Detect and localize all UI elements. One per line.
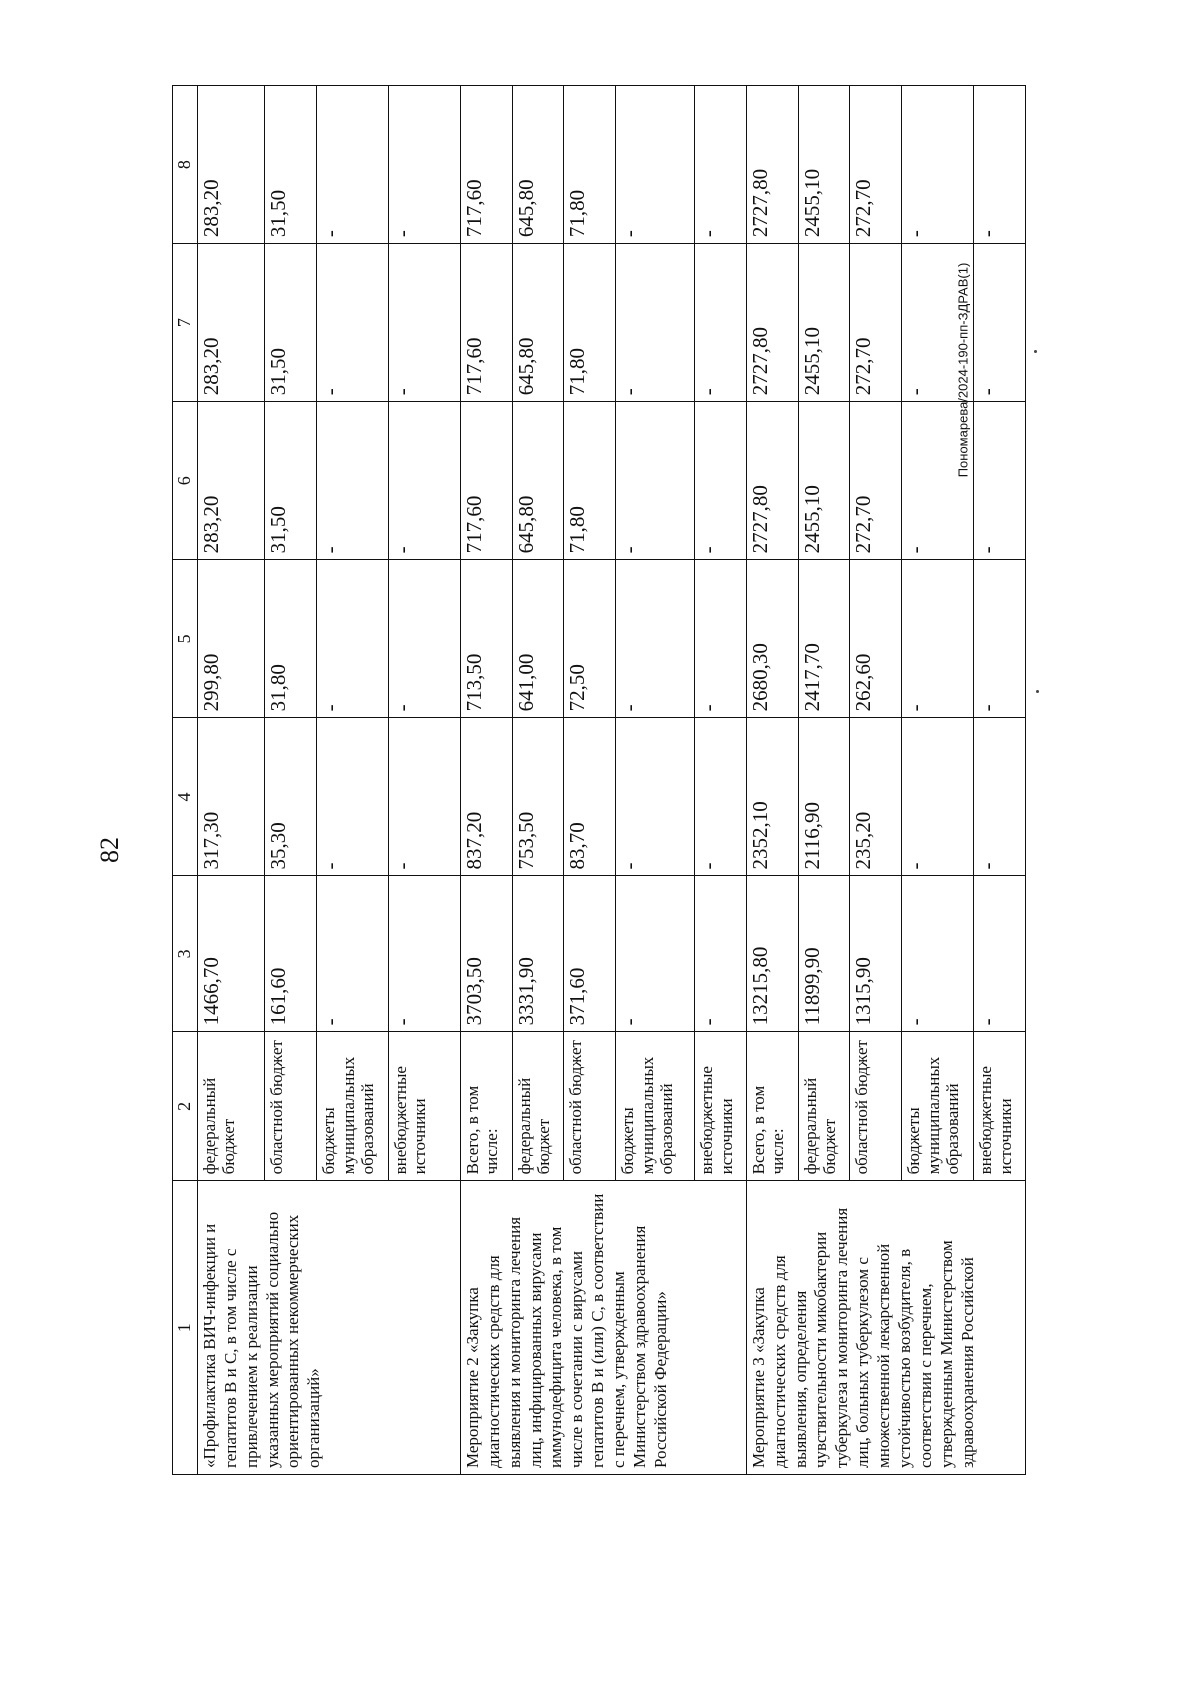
funding-source: областной бюджет: [850, 1032, 902, 1181]
value-cell: -: [616, 402, 695, 560]
value-cell: 3703,50: [460, 876, 512, 1032]
value-cell: 161,60: [265, 876, 317, 1032]
activity-description: «Профилактика ВИЧ-инфекции и гепатитов В и С, в том числе с привлечением к реализации указанных мероприятий социально ориентированных некоммерческих организаций»: [197, 1181, 460, 1475]
value-cell: 13215,80: [746, 876, 798, 1032]
header-cell: 8: [173, 86, 198, 244]
page-number: 82: [95, 837, 124, 863]
value-cell: 31,50: [265, 402, 317, 560]
value-cell: 371,60: [564, 876, 616, 1032]
value-cell: -: [317, 876, 389, 1032]
value-cell: -: [902, 244, 974, 402]
value-cell: -: [902, 876, 974, 1032]
value-cell: 1315,90: [850, 876, 902, 1032]
funding-source: бюджеты муниципальных образований: [317, 1032, 389, 1181]
funding-source: внебюджетные источники: [388, 1032, 460, 1181]
value-cell: 713,50: [460, 560, 512, 718]
header-cell: 7: [173, 244, 198, 402]
value-cell: -: [902, 402, 974, 560]
value-cell: -: [974, 718, 1026, 876]
table-row: [460, 86, 512, 1475]
value-cell: 283,20: [197, 86, 265, 244]
value-cell: -: [694, 244, 746, 402]
value-cell: 2116,90: [798, 718, 850, 876]
funding-source: Всего, в том числе:: [460, 1032, 512, 1181]
funding-source: бюджеты муниципальных образований: [902, 1032, 974, 1181]
value-cell: 283,20: [197, 402, 265, 560]
funding-source: федеральный бюджет: [197, 1032, 265, 1181]
value-cell: -: [388, 244, 460, 402]
header-cell: 6: [173, 402, 198, 560]
value-cell: -: [694, 86, 746, 244]
value-cell: -: [694, 718, 746, 876]
header-cell: 5: [173, 560, 198, 718]
value-cell: 717,60: [460, 244, 512, 402]
value-cell: 1466,70: [197, 876, 265, 1032]
value-cell: 2455,10: [798, 402, 850, 560]
funding-source: бюджеты муниципальных образований: [616, 1032, 695, 1181]
header-cell: 3: [173, 876, 198, 1032]
value-cell: 2417,70: [798, 560, 850, 718]
value-cell: 235,20: [850, 718, 902, 876]
value-cell: 31,80: [265, 560, 317, 718]
value-cell: 645,80: [512, 402, 564, 560]
value-cell: 2352,10: [746, 718, 798, 876]
value-cell: -: [388, 402, 460, 560]
value-cell: 71,80: [564, 402, 616, 560]
value-cell: -: [388, 718, 460, 876]
value-cell: 317,30: [197, 718, 265, 876]
value-cell: 837,20: [460, 718, 512, 876]
value-cell: -: [317, 402, 389, 560]
value-cell: 753,50: [512, 718, 564, 876]
table-row: [197, 86, 265, 1475]
value-cell: 641,00: [512, 560, 564, 718]
value-cell: 299,80: [197, 560, 265, 718]
value-cell: -: [974, 86, 1026, 244]
funding-source: внебюджетные источники: [974, 1032, 1026, 1181]
value-cell: -: [317, 718, 389, 876]
funding-source: областной бюджет: [265, 1032, 317, 1181]
funding-source: областной бюджет: [564, 1032, 616, 1181]
value-cell: -: [388, 560, 460, 718]
value-cell: 272,70: [850, 402, 902, 560]
budget-table: [172, 85, 1026, 1475]
value-cell: 2727,80: [746, 402, 798, 560]
value-cell: 72,50: [564, 560, 616, 718]
value-cell: 31,50: [265, 244, 317, 402]
value-cell: -: [694, 560, 746, 718]
rotated-table-container: [172, 85, 1026, 1475]
value-cell: -: [616, 718, 695, 876]
value-cell: -: [616, 86, 695, 244]
value-cell: 71,80: [564, 86, 616, 244]
value-cell: -: [388, 86, 460, 244]
funding-source: федеральный бюджет: [512, 1032, 564, 1181]
header-cell: 1: [173, 1181, 198, 1475]
activity-description: Мероприятие 2 «Закупка диагностических средств для выявления и мониторинга лечения лиц, инфицированных вирусами иммунодефицита человека, в том числе в сочетании с вирусами гепатитов В и (или) С, в соответствии с перечнем, утвержденным Министерством здравоохранения Российской Федерации»: [460, 1181, 746, 1475]
value-cell: 2455,10: [798, 244, 850, 402]
value-cell: 31,50: [265, 86, 317, 244]
value-cell: 2727,80: [746, 244, 798, 402]
stray-dot: [1034, 350, 1037, 353]
value-cell: 717,60: [460, 86, 512, 244]
activity-description: Мероприятие 3 «Закупка диагностических средств для выявления, определения чувствительности микобактерии туберкулеза и мониторинга лечения лиц, больных туберкулезом с множественной лекарственной устойчивостью возбудителя, в соответствии с перечнем, утвержденным Министерством здравоохранения Российской: [746, 1181, 1025, 1475]
header-row: [173, 86, 198, 1475]
value-cell: 11899,90: [798, 876, 850, 1032]
value-cell: 2727,80: [746, 86, 798, 244]
value-cell: -: [388, 876, 460, 1032]
funding-source: внебюджетные источники: [694, 1032, 746, 1181]
value-cell: -: [902, 718, 974, 876]
value-cell: -: [974, 560, 1026, 718]
table-row: [746, 86, 798, 1475]
value-cell: -: [317, 86, 389, 244]
value-cell: 645,80: [512, 86, 564, 244]
stray-dot: [1036, 690, 1039, 693]
value-cell: 283,20: [197, 244, 265, 402]
value-cell: -: [974, 402, 1026, 560]
value-cell: 717,60: [460, 402, 512, 560]
value-cell: -: [317, 560, 389, 718]
header-cell: 4: [173, 718, 198, 876]
value-cell: -: [694, 402, 746, 560]
funding-source: Всего, в том числе:: [746, 1032, 798, 1181]
footer-document-code: Пономарева/2024-190-пп-ЗДРАВ(1): [955, 262, 971, 478]
value-cell: 3331,90: [512, 876, 564, 1032]
value-cell: 71,80: [564, 244, 616, 402]
value-cell: -: [317, 244, 389, 402]
value-cell: 645,80: [512, 244, 564, 402]
value-cell: 35,30: [265, 718, 317, 876]
value-cell: -: [902, 560, 974, 718]
value-cell: -: [616, 876, 695, 1032]
header-cell: 2: [173, 1032, 198, 1181]
value-cell: -: [694, 876, 746, 1032]
value-cell: 272,70: [850, 244, 902, 402]
value-cell: -: [616, 560, 695, 718]
value-cell: 2455,10: [798, 86, 850, 244]
value-cell: -: [974, 876, 1026, 1032]
value-cell: -: [902, 86, 974, 244]
value-cell: -: [616, 244, 695, 402]
value-cell: 83,70: [564, 718, 616, 876]
value-cell: 272,70: [850, 86, 902, 244]
value-cell: 262,60: [850, 560, 902, 718]
funding-source: федеральный бюджет: [798, 1032, 850, 1181]
value-cell: -: [974, 244, 1026, 402]
value-cell: 2680,30: [746, 560, 798, 718]
